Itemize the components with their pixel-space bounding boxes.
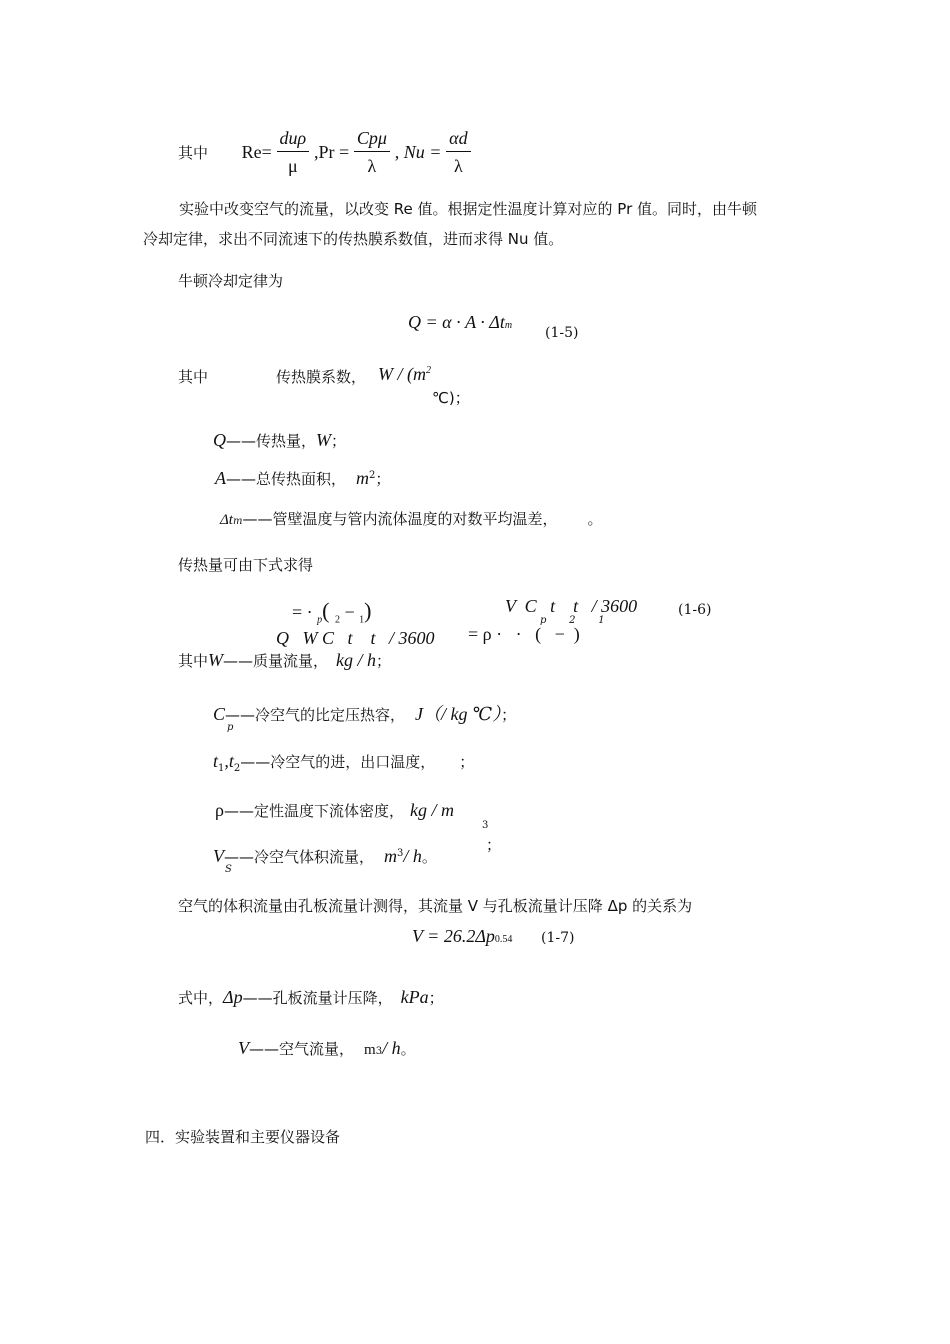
eq6-top-right-subs: p 2 1 [540, 615, 607, 626]
eq6-top-paren: ( [322, 598, 335, 623]
var-delta-p-end: ； [428, 989, 444, 1007]
var-v-unit2: / h [382, 1038, 401, 1058]
re-denominator: μ [288, 156, 298, 176]
var-vs-end: 。 [421, 848, 437, 866]
var-q-desc: ——传热量， [226, 432, 317, 450]
nu-numerator: αd [446, 128, 470, 152]
alpha-description: 传热膜系数， [276, 368, 367, 386]
paragraph1-line2: 冷却定律，求出不同流速下的传热膜系数值，进而求得 Nu 值。 [143, 230, 564, 248]
var-t1-t2-end: ； [459, 753, 475, 771]
var-delta-p-unit: kPa [400, 987, 429, 1007]
pr-numerator: Cpμ [354, 128, 390, 152]
var-delta-tm-sub: m [232, 516, 243, 527]
eq6-number: (1-6) [678, 602, 712, 618]
var-a-unit: m [356, 468, 370, 488]
var-cp-sub: p [227, 722, 234, 733]
var-v-symbol: V [238, 1038, 249, 1058]
var-vs-desc: ——冷空气体积流量， [224, 848, 375, 866]
var-v [238, 1038, 416, 1059]
var-v-unit: m [364, 1042, 376, 1058]
re-fraction [277, 128, 310, 177]
nu-denominator: λ [454, 156, 463, 176]
eq7-expression: V = 26.2Δp [412, 926, 495, 946]
var-cp-unit: J（/ kg ℃） [415, 704, 502, 724]
eq6-top-left-text: = · [292, 602, 318, 622]
var-v-unit-sub: 3 [375, 1046, 383, 1057]
eq6-top-right: V C t t / 3600 [505, 596, 638, 616]
paragraph1-line1: 实验中改变空气的流量，以改变 Re 值。根据定性温度计算对应的 Pr 值。同时，由牛顿 [179, 200, 758, 218]
eq6-top-sub-p: p [317, 614, 323, 626]
var-w [178, 650, 391, 671]
nu-label: , Nu = [394, 142, 442, 162]
var-vs [213, 846, 437, 867]
var-delta-tm [220, 508, 603, 529]
var-delta-p-label: 式中， [178, 989, 224, 1007]
var-w-label: 其中 [178, 652, 209, 670]
where1-label: 其中 [178, 368, 209, 386]
equation-1-7 [412, 926, 512, 947]
var-a [215, 468, 390, 489]
var-delta-tm-desc: ——管壁温度与管内流体温度的对数平均温差， [242, 510, 558, 528]
eq6-top-close: ) [364, 598, 372, 623]
var-rho-symbol: ρ [215, 800, 224, 820]
newton-heading: 牛顿冷却定律为 [178, 272, 284, 290]
var-cp-end: ； [501, 706, 517, 724]
alpha-unit-sup: 2 [426, 365, 431, 376]
var-q-end: ； [331, 432, 347, 450]
var-cp-desc: ——冷空气的比定压热容， [225, 706, 406, 724]
var-cp [213, 700, 516, 726]
var-w-end: ； [376, 652, 392, 670]
section-heading: 四．实验装置和主要仪器设备 [145, 1128, 341, 1146]
re-label: Re= [241, 142, 272, 162]
var-q-symbol: Q [213, 430, 226, 450]
intro-label: 其中 [178, 144, 209, 162]
var-t1-t2-desc: ——冷空气的进，出口温度， [240, 753, 436, 771]
eq6-bottom-mid: = ρ · · ( − ) [468, 624, 580, 644]
eq6-top-minus: − [339, 602, 360, 622]
eq5-expression: Q = α · A · Δt [408, 312, 505, 332]
var-rho-end: ； [486, 836, 502, 854]
var-q-unit: W [316, 430, 332, 450]
var-t2-symbol: ,t [224, 751, 234, 771]
var-a-end: ； [375, 470, 391, 488]
alpha-unit [378, 364, 431, 385]
var-t1-symbol: t [213, 751, 219, 771]
var-rho [215, 800, 454, 821]
paragraph-re-pr-nu [143, 194, 823, 254]
var-t2-sub: 2 [233, 763, 241, 774]
var-w-desc: ——质量流量， [223, 652, 329, 670]
volume-paragraph: 空气的体积流量由孔板流量计测得，其流量 V 与孔板流量计压降 Δp 的关系为 [178, 897, 693, 915]
heat-heading: 传热量可由下式求得 [178, 556, 314, 574]
var-vs-sub: S [225, 864, 232, 875]
eq6-top-sub1: 1 [359, 614, 365, 626]
var-vs-unit-sup: 3 [397, 848, 404, 859]
pr-fraction [354, 128, 390, 177]
re-numerator: duρ [277, 128, 310, 152]
var-v-desc: ——空气流量， [249, 1040, 355, 1058]
var-a-unit-sup: 2 [369, 470, 376, 481]
var-w-symbol: W [208, 650, 224, 670]
eq6-top-sub2: 2 [334, 614, 340, 626]
var-vs-unit2: / h [403, 846, 422, 866]
eq7-exponent: 0.54 [494, 934, 513, 945]
var-vs-symbol: V [213, 846, 224, 866]
var-rho-unit: kg / m [410, 800, 454, 820]
eq6-bottom-left: Q W C t t / 3600 [276, 628, 435, 648]
var-a-desc: ——总传热面积， [226, 470, 347, 488]
alpha-unit-tail: ℃)； [432, 389, 470, 407]
var-v-end: 。 [400, 1040, 416, 1058]
nu-fraction [446, 128, 470, 177]
eq5-number: (1-5) [545, 325, 579, 341]
var-delta-tm-end: 。 [587, 510, 603, 528]
pr-label: ,Pr = [313, 142, 350, 162]
formula-definitions [178, 128, 471, 178]
var-rho-unit-sub: 3 [482, 820, 489, 831]
var-t1-t2 [213, 751, 474, 774]
var-delta-tm-symbol: Δt [220, 512, 233, 528]
equation-1-5 [408, 312, 512, 333]
eq7-number: (1-7) [541, 930, 575, 946]
var-delta-p [178, 987, 444, 1008]
eq5-sub: m [504, 320, 513, 331]
var-rho-desc: ——定性温度下流体密度， [223, 802, 404, 820]
var-a-symbol: A [215, 468, 226, 488]
alpha-unit-text: W / (m [378, 364, 426, 384]
var-vs-unit: m [384, 846, 398, 866]
var-cp-symbol: C [213, 704, 226, 724]
var-delta-p-desc: ——孔板流量计压降， [242, 989, 393, 1007]
var-delta-p-symbol: Δp [223, 987, 243, 1007]
var-q [213, 430, 346, 451]
pr-denominator: λ [367, 156, 377, 176]
var-w-unit: kg / h [336, 650, 377, 670]
var-t1-sub: 1 [218, 763, 225, 774]
eq6-top-left [292, 598, 371, 626]
